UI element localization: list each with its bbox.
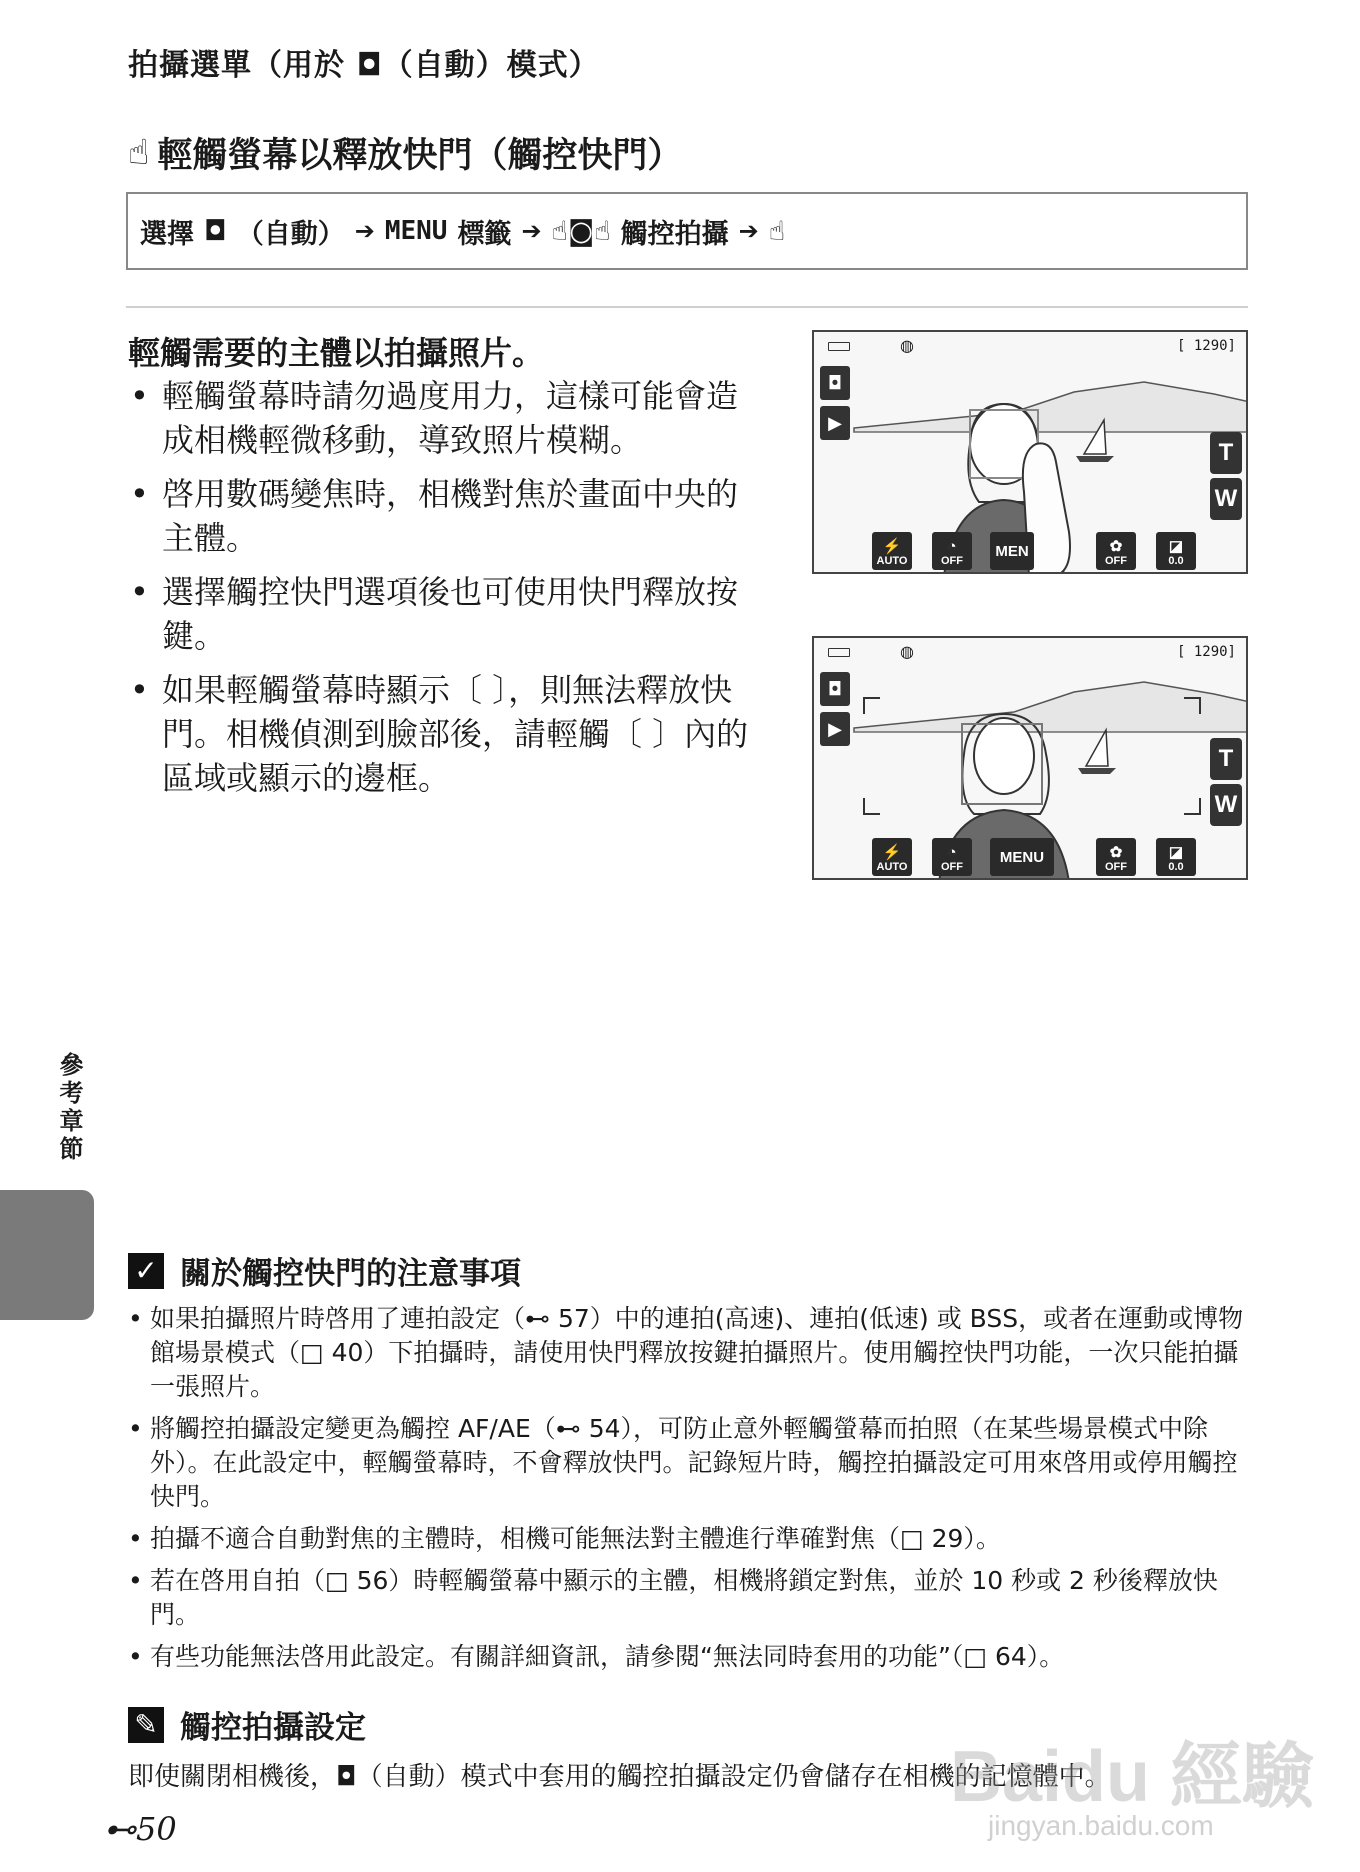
playback-button[interactable] — [820, 406, 850, 440]
macro-label: OFF — [1105, 861, 1127, 873]
shoot-mode-button[interactable] — [820, 672, 850, 706]
timer-icon: ◔ — [947, 844, 957, 861]
flash-label: AUTO — [876, 861, 908, 873]
zoom-tele-button[interactable]: T — [1210, 738, 1242, 780]
list-item: • 將觸控拍攝設定變更為觸控 AF/AE（⊷ 54），可防止意外輕觸螢幕而拍照（在某些場景模式中除外）。在此設定中，輕觸螢幕時，不會釋放快門。記錄短片時，觸控拍攝設定可用來啓用或停用觸控快門。 — [128, 1412, 1250, 1514]
menu-path-tab: 標籤 — [457, 218, 512, 250]
note-title — [128, 1702, 366, 1747]
watermark: Baidu 經驗 — [950, 1737, 1315, 1817]
flash-icon: ⚡ — [882, 538, 902, 555]
exposure-label: 0.0 — [1168, 861, 1184, 873]
menu-path-box — [126, 192, 1248, 270]
camera-icon: ◘ — [827, 372, 843, 394]
menu-word: MENU — [384, 216, 448, 246]
touch-shutter-icon: ☝ — [128, 133, 150, 173]
macro-button[interactable] — [1096, 532, 1136, 570]
checkmark-icon: ✓ — [128, 1253, 164, 1289]
note-list — [128, 1302, 1250, 1682]
timer-icon: ◔ — [947, 538, 957, 555]
list-item: • 啓用數碼變焦時，相機對焦於畫面中央的主體。 — [128, 472, 768, 560]
zoom-tele-button[interactable]: T — [1210, 432, 1242, 474]
macro-button[interactable] — [1096, 838, 1136, 876]
battery-icon — [828, 648, 850, 657]
touch-shutter-icon: ☝ — [768, 215, 786, 247]
note-body: 即使關閉相機後，◘（自動）模式中套用的觸控拍攝設定仍會儲存在相機的記憶體中。 — [128, 1762, 1111, 1792]
note-title — [128, 1248, 521, 1293]
timer-label: OFF — [941, 861, 963, 873]
zoom-wide-button[interactable]: W — [1210, 784, 1242, 826]
menu-button[interactable]: MEN — [990, 532, 1034, 570]
macro-label: OFF — [1105, 555, 1127, 567]
side-tab-label: 參考章節 — [55, 1052, 83, 1164]
section-title-text: 輕觸螢幕以釋放快門（觸控快門） — [157, 136, 683, 176]
flash-button[interactable] — [872, 838, 912, 876]
shots-remaining: [ 1290] — [1176, 644, 1236, 660]
flash-icon: ⚡ — [882, 844, 902, 861]
self-timer-button[interactable] — [932, 532, 972, 570]
side-tab — [0, 1190, 94, 1320]
camera-icon: ◘ — [827, 678, 843, 700]
arrow-icon: ➔ — [738, 217, 759, 245]
play-icon: ▶ — [828, 718, 842, 740]
watermark-url: jingyan.baidu.com — [988, 1810, 1214, 1841]
list-item: • 有些功能無法啓用此設定。有關詳細資訊，請參閱“無法同時套用的功能”（□ 64）。 — [128, 1640, 1250, 1674]
touch-modes-icon: ☝◙☝ — [551, 215, 611, 247]
list-item: • 若在啓用自拍（□ 56）時輕觸螢幕中顯示的主體，相機將鎖定對焦，並於 10 秒或 2 秒後釋放快門。 — [128, 1564, 1250, 1632]
list-item: • 輕觸螢幕時請勿過度用力，這樣可能會造成相機輕微移動，導致照片模糊。 — [128, 374, 768, 462]
arrow-icon: ➔ — [521, 217, 542, 245]
exposure-icon: ◪ — [1168, 844, 1184, 861]
menu-button[interactable]: MENU — [990, 838, 1054, 876]
menu-path-select: 選擇 — [140, 218, 194, 250]
camera-icon: ◘ — [204, 215, 227, 247]
list-item: • 如果輕觸螢幕時顯示〔 〕，則無法釋放快門。相機偵測到臉部後，請輕觸〔 〕內的區域或顯示的邊框。 — [128, 668, 768, 800]
vr-icon: ◍ — [900, 642, 914, 661]
macro-icon: ✿ — [1109, 538, 1123, 555]
page-header: 拍攝選單（用於 ◘（自動）模式） — [128, 48, 600, 83]
zoom-wide-button[interactable]: W — [1210, 478, 1242, 520]
timer-label: OFF — [941, 555, 963, 567]
camera-screen-illustration — [812, 636, 1248, 880]
flash-label: AUTO — [876, 555, 908, 567]
menu-path-auto: （自動） — [236, 218, 345, 250]
shots-remaining: [ 1290] — [1176, 338, 1236, 354]
exposure-button[interactable] — [1156, 838, 1196, 876]
exposure-label: 0.0 — [1168, 555, 1184, 567]
list-item: • 拍攝不適合自動對焦的主體時，相機可能無法對主體進行準確對焦（□ 29）。 — [128, 1522, 1250, 1556]
list-item: • 選擇觸控快門選項後也可使用快門釋放按鍵。 — [128, 570, 768, 658]
camera-screen-illustration — [812, 330, 1248, 574]
exposure-icon: ◪ — [1168, 538, 1184, 555]
play-icon: ▶ — [828, 412, 842, 434]
page-number: ⊷50 — [104, 1810, 177, 1848]
pencil-icon: ✎ — [128, 1707, 164, 1743]
vr-icon: ◍ — [900, 336, 914, 355]
shoot-mode-button[interactable] — [820, 366, 850, 400]
self-timer-button[interactable] — [932, 838, 972, 876]
exposure-button[interactable] — [1156, 532, 1196, 570]
arrow-icon: ➔ — [354, 217, 375, 245]
flash-button[interactable] — [872, 532, 912, 570]
note-title-text: 關於觸控快門的注意事項 — [180, 1256, 521, 1292]
intro-heading: 輕觸需要的主體以拍攝照片。 — [128, 334, 545, 372]
divider — [126, 306, 1248, 308]
menu-path-setting: 觸控拍攝 — [620, 218, 729, 250]
note-title-text: 觸控拍攝設定 — [180, 1710, 366, 1746]
section-title — [128, 128, 682, 178]
battery-icon — [828, 342, 850, 351]
macro-icon: ✿ — [1109, 844, 1123, 861]
intro-bullets — [128, 374, 768, 810]
list-item: • 如果拍攝照片時啓用了連拍設定（⊷ 57）中的連拍(高速)、連拍(低速) 或 BSS，或者在運動或博物館場景模式（□ 40）下拍攝時，請使用快門釋放按鍵拍攝照片。使用觸控快門功能，一次只能拍攝一張照片。 — [128, 1302, 1250, 1404]
playback-button[interactable] — [820, 712, 850, 746]
